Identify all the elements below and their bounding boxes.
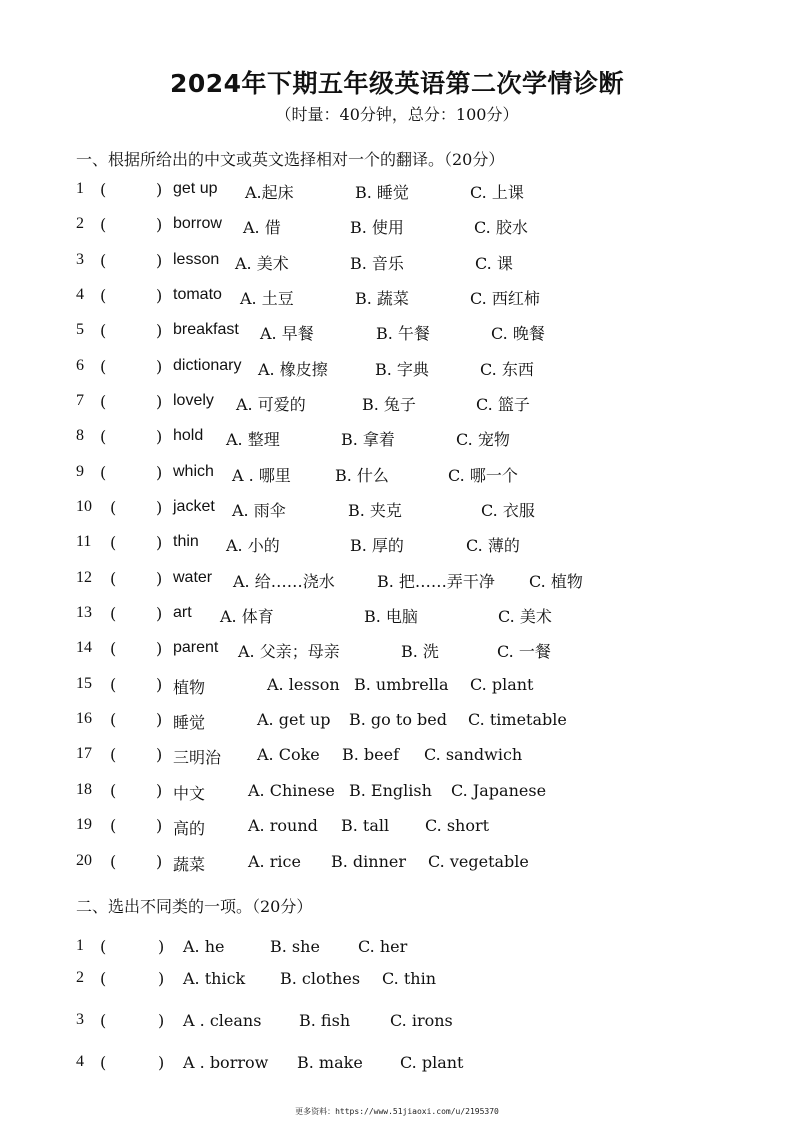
answer-paren-open: ( — [110, 498, 117, 517]
option-b: B. English — [349, 781, 432, 800]
section-2-heading: 二、选出不同类的一项。（20分） — [76, 897, 313, 916]
question-row — [0, 1053, 794, 1075]
option-c: C. 植物 — [529, 572, 583, 591]
option-c: C. plant — [470, 675, 534, 694]
option-b: B. 字典 — [375, 360, 429, 379]
question-row — [0, 639, 794, 661]
option-b: B. 洗 — [401, 642, 439, 661]
answer-paren-close: ) — [156, 639, 163, 658]
answer-paren-close: ) — [158, 969, 165, 988]
question-word: borrow — [173, 215, 222, 232]
answer-paren-open: ( — [100, 427, 107, 446]
answer-paren-open: ( — [110, 639, 117, 658]
question-row — [0, 180, 794, 202]
answer-paren-open: ( — [100, 215, 107, 234]
option-c: C. Japanese — [451, 781, 547, 800]
answer-paren-open: ( — [110, 533, 117, 552]
option-b: B. clothes — [280, 969, 361, 988]
question-row — [0, 675, 794, 697]
option-c: C. vegetable — [428, 852, 529, 871]
question-row — [0, 498, 794, 520]
option-c: C. 衣服 — [481, 501, 535, 520]
question-number: 20 — [76, 852, 92, 869]
question-row — [0, 463, 794, 485]
question-number: 7 — [76, 392, 84, 409]
question-row — [0, 745, 794, 767]
option-a: A . cleans — [183, 1011, 262, 1030]
question-row — [0, 710, 794, 732]
question-row — [0, 969, 794, 991]
question-number: 3 — [76, 1011, 84, 1028]
question-word: lovely — [173, 392, 214, 409]
question-row — [0, 251, 794, 273]
option-b: B. 音乐 — [350, 254, 404, 273]
option-a: A. thick — [183, 969, 246, 988]
question-number: 2 — [76, 969, 84, 986]
option-a: A. Chinese — [248, 781, 335, 800]
answer-paren-open: ( — [100, 1011, 107, 1030]
option-b: B. 使用 — [350, 218, 404, 237]
option-b: B. fish — [299, 1011, 351, 1030]
answer-paren-open: ( — [110, 852, 117, 871]
option-b: B. 夹克 — [348, 501, 402, 520]
question-number: 8 — [76, 427, 84, 444]
question-row — [0, 604, 794, 626]
option-c: C. timetable — [468, 710, 567, 729]
answer-paren-close: ) — [156, 816, 163, 835]
option-b: B. umbrella — [354, 675, 449, 694]
answer-paren-open: ( — [100, 937, 107, 956]
option-c: C. 篮子 — [476, 395, 530, 414]
option-c: C. 上课 — [470, 183, 524, 202]
answer-paren-close: ) — [156, 215, 163, 234]
question-row — [0, 852, 794, 874]
answer-paren-open: ( — [110, 781, 117, 800]
option-b: B. 拿着 — [341, 430, 395, 449]
option-c: C. thin — [382, 969, 436, 988]
question-row — [0, 533, 794, 555]
option-a: A. 土豆 — [240, 289, 294, 308]
option-c: C. irons — [390, 1011, 453, 1030]
question-number: 18 — [76, 781, 92, 798]
question-number: 6 — [76, 357, 84, 374]
answer-paren-close: ) — [156, 498, 163, 517]
question-row — [0, 286, 794, 308]
option-b: B. 蔬菜 — [355, 289, 409, 308]
answer-paren-close: ) — [156, 569, 163, 588]
option-b: B. 厚的 — [350, 536, 404, 555]
question-word: get up — [173, 180, 218, 197]
answer-paren-open: ( — [110, 745, 117, 764]
page-title: 2024年下期五年级英语第二次学情诊断 — [169, 69, 625, 98]
answer-paren-open: ( — [100, 1053, 107, 1072]
question-word: parent — [173, 639, 219, 656]
answer-paren-close: ) — [156, 321, 163, 340]
answer-paren-close: ) — [158, 1011, 165, 1030]
option-c: C. 美术 — [498, 607, 552, 626]
option-a: A. get up — [257, 710, 331, 729]
question-number: 19 — [76, 816, 92, 833]
option-b: B. 午餐 — [376, 324, 430, 343]
option-a: A. 雨伞 — [232, 501, 286, 520]
option-a: A. 父亲；母亲 — [238, 642, 340, 661]
question-number: 11 — [76, 533, 92, 550]
option-a: A. 小的 — [226, 536, 280, 555]
answer-paren-open: ( — [110, 569, 117, 588]
question-number: 4 — [76, 1053, 84, 1070]
question-row — [0, 357, 794, 379]
question-word: 高的 — [173, 819, 206, 838]
question-word: tomato — [173, 286, 222, 303]
option-c: C. sandwich — [424, 745, 523, 764]
question-word: 植物 — [173, 678, 206, 697]
answer-paren-close: ) — [156, 392, 163, 411]
answer-paren-close: ) — [156, 286, 163, 305]
question-number: 15 — [76, 675, 92, 692]
question-word: 中文 — [173, 784, 206, 803]
question-word: art — [173, 604, 192, 621]
answer-paren-open: ( — [110, 604, 117, 623]
answer-paren-close: ) — [156, 357, 163, 376]
option-c: C. her — [358, 937, 408, 956]
question-row — [0, 1011, 794, 1033]
answer-paren-open: ( — [100, 357, 107, 376]
option-a: A. he — [183, 937, 225, 956]
option-b: B. tall — [341, 816, 390, 835]
option-a: A. round — [248, 816, 318, 835]
question-row — [0, 816, 794, 838]
question-word: jacket — [173, 498, 215, 515]
option-b: B. go to bed — [349, 710, 447, 729]
question-row — [0, 215, 794, 237]
answer-paren-open: ( — [110, 710, 117, 729]
option-b: B. she — [270, 937, 320, 956]
answer-paren-open: ( — [100, 180, 107, 199]
question-number: 3 — [76, 251, 84, 268]
answer-paren-close: ) — [156, 604, 163, 623]
page-subtitle: （时量：40分钟，总分：100分） — [275, 105, 519, 124]
answer-paren-close: ) — [156, 781, 163, 800]
option-c: C. 课 — [475, 254, 513, 273]
question-row — [0, 321, 794, 343]
question-word: water — [173, 569, 213, 586]
question-row — [0, 569, 794, 591]
question-number: 12 — [76, 569, 92, 586]
option-b: B. 什么 — [335, 466, 389, 485]
answer-paren-close: ) — [156, 533, 163, 552]
option-c: C. 哪一个 — [448, 466, 518, 485]
option-b: B. make — [297, 1053, 363, 1072]
answer-paren-open: ( — [100, 392, 107, 411]
option-a: A. rice — [248, 852, 301, 871]
option-a: A . 哪里 — [232, 466, 291, 485]
option-c: C. 晚餐 — [491, 324, 545, 343]
option-a: A. 体育 — [220, 607, 274, 626]
option-c: C. 宠物 — [456, 430, 510, 449]
question-row — [0, 781, 794, 803]
question-row — [0, 427, 794, 449]
question-number: 16 — [76, 710, 92, 727]
answer-paren-close: ) — [156, 852, 163, 871]
option-a: A. lesson — [267, 675, 340, 694]
answer-paren-close: ) — [156, 745, 163, 764]
question-row — [0, 937, 794, 959]
option-a: A. 美术 — [235, 254, 289, 273]
option-a: A. Coke — [257, 745, 320, 764]
option-b: B. 睡觉 — [355, 183, 409, 202]
answer-paren-close: ) — [156, 710, 163, 729]
question-word: 蔬菜 — [173, 855, 206, 874]
option-a: A. 橡皮擦 — [258, 360, 328, 379]
option-b: B. 兔子 — [362, 395, 416, 414]
answer-paren-open: ( — [100, 251, 107, 270]
footer-source: 更多资料：https://www.51jiaoxi.com/u/2195370 — [295, 1107, 499, 1116]
question-number: 4 — [76, 286, 84, 303]
option-b: B. dinner — [331, 852, 407, 871]
question-word: lesson — [173, 251, 220, 268]
question-row — [0, 392, 794, 414]
answer-paren-close: ) — [158, 1053, 165, 1072]
option-c: C. plant — [400, 1053, 464, 1072]
answer-paren-close: ) — [156, 463, 163, 482]
option-a: A . borrow — [183, 1053, 269, 1072]
answer-paren-open: ( — [110, 675, 117, 694]
answer-paren-close: ) — [156, 427, 163, 446]
option-b: B. 把……弄干净 — [377, 572, 495, 591]
option-c: C. 胶水 — [474, 218, 528, 237]
answer-paren-close: ) — [158, 937, 165, 956]
option-a: A. 借 — [243, 218, 281, 237]
answer-paren-open: ( — [100, 286, 107, 305]
option-c: C. short — [425, 816, 490, 835]
question-number: 10 — [76, 498, 92, 515]
option-b: B. 电脑 — [364, 607, 418, 626]
option-a: A. 整理 — [226, 430, 280, 449]
question-number: 17 — [76, 745, 92, 762]
option-b: B. beef — [342, 745, 400, 764]
question-word: hold — [173, 427, 204, 444]
question-word: 睡觉 — [173, 713, 206, 732]
question-number: 1 — [76, 937, 84, 954]
option-a: A. 给……浇水 — [233, 572, 335, 591]
option-c: C. 薄的 — [466, 536, 520, 555]
answer-paren-open: ( — [100, 463, 107, 482]
question-number: 5 — [76, 321, 84, 338]
question-number: 1 — [76, 180, 84, 197]
option-a: A. 可爱的 — [236, 395, 306, 414]
question-number: 9 — [76, 463, 84, 480]
answer-paren-close: ) — [156, 180, 163, 199]
question-word: which — [173, 463, 214, 480]
option-a: A. 早餐 — [260, 324, 314, 343]
question-word: 三明治 — [173, 748, 222, 767]
question-word: breakfast — [173, 321, 239, 338]
option-a: A.起床 — [245, 183, 294, 202]
question-number: 13 — [76, 604, 92, 621]
question-number: 14 — [76, 639, 92, 656]
answer-paren-open: ( — [100, 969, 107, 988]
question-number: 2 — [76, 215, 84, 232]
question-word: thin — [173, 533, 199, 550]
question-word: dictionary — [173, 357, 242, 374]
option-c: C. 西红柿 — [470, 289, 540, 308]
answer-paren-close: ) — [156, 675, 163, 694]
answer-paren-open: ( — [110, 816, 117, 835]
answer-paren-close: ) — [156, 251, 163, 270]
section-1-heading: 一、根据所给出的中文或英文选择相对一个的翻译。（20分） — [76, 150, 505, 169]
answer-paren-open: ( — [100, 321, 107, 340]
option-c: C. 东西 — [480, 360, 534, 379]
option-c: C. 一餐 — [497, 642, 551, 661]
